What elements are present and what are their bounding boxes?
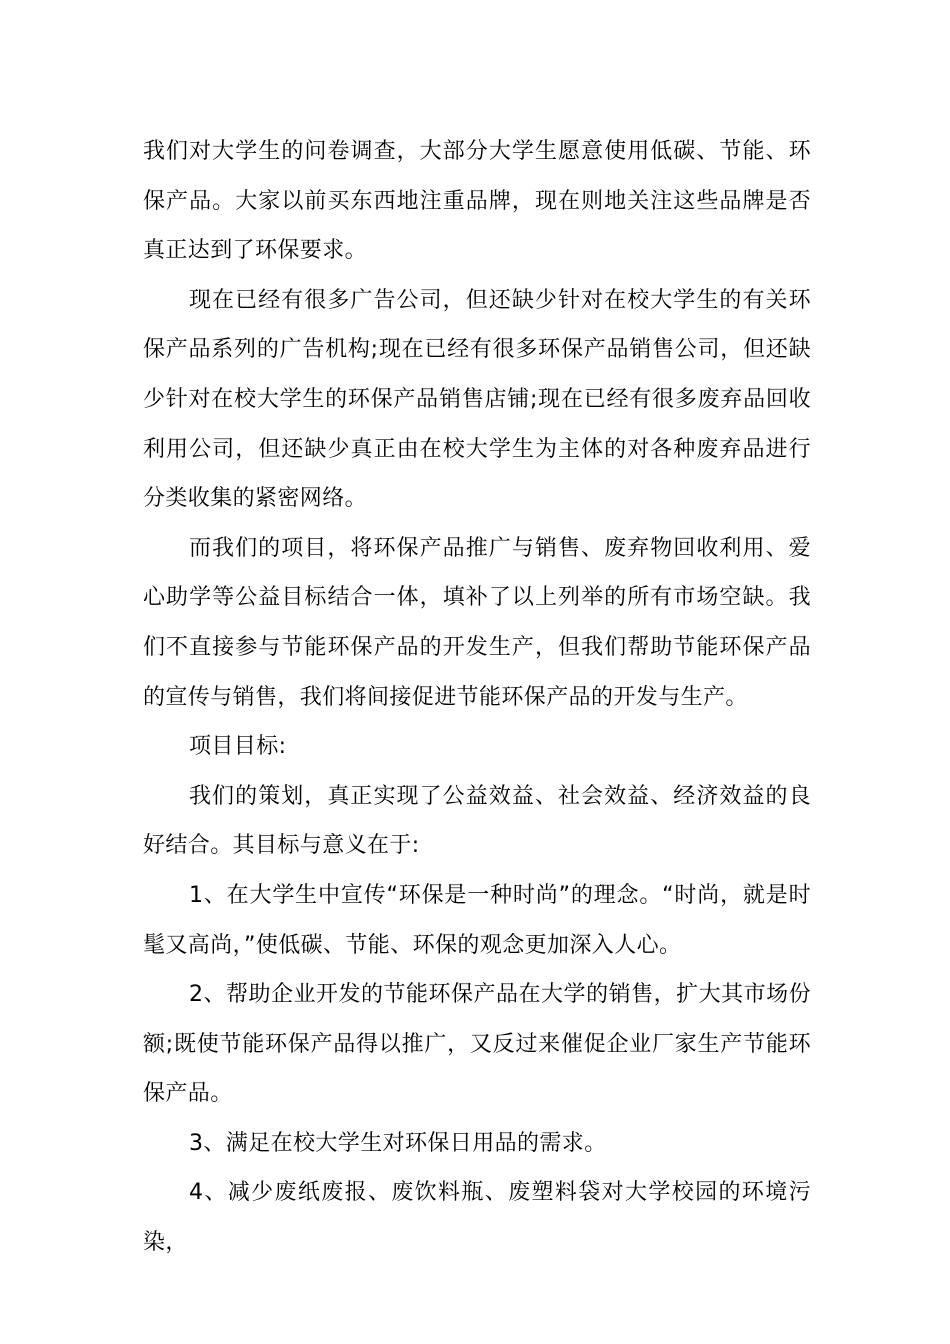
list-item-goal-3: 3、满足在校大学生对环保日用品的需求。 [189,1130,607,1156]
paragraph-survey-result: 我们对大学生的问卷调查，大部分大学生愿意使用低碳、节能、环保产品。大家以前买东西地注重品牌，现在则地关注这些品牌是否真正达到了环保要求。 [143,139,811,264]
body-text [143,127,811,1268]
list-item-goal-1: 1、在大学生中宣传“环保是一种时尚”的理念。“时尚，就是时髦又高尚，”使低碳、节能、环保的观念更加深入人心。 [143,882,811,958]
list-item-goal-2: 2、帮助企业开发的节能环保产品在大学的销售，扩大其市场份额;既使节能环保产品得以推广，又反过来催促企业厂家生产节能环保产品。 [143,982,811,1107]
section-heading-project-goals: 项目目标: [189,734,287,760]
paragraph-goals-intro: 我们的策划，真正实现了公益效益、社会效益、经济效益的良好结合。其目标与意义在于: [143,783,811,859]
list-item-goal-4: 4、减少废纸废报、废饮料瓶、废塑料袋对大学校园的环境污染， [143,1180,811,1256]
paragraph-project-intro: 而我们的项目，将环保产品推广与销售、废弃物回收利用、爱心助学等公益目标结合一体，填补了以上列举的所有市场空缺。我们不直接参与节能环保产品的开发生产，但我们帮助节能环保产品的宣传与销售，我们将间接促进节能环保产品的开发与生产。 [143,535,811,710]
paragraph-market-gap: 现在已经有很多广告公司，但还缺少针对在校大学生的有关环保产品系列的广告机构;现在已经有很多环保产品销售公司，但还缺少针对在校大学生的环保产品销售店铺;现在已经有很多废弃品回收利用公司，但还缺少真正由在校大学生为主体的对各种废弃品进行分类收集的紧密网络。 [143,287,811,512]
